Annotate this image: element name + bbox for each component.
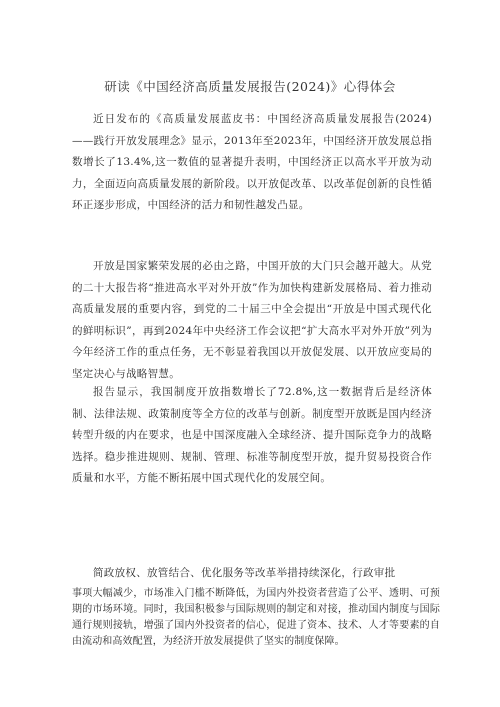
document-title: 研读《中国经济高质量发展报告(2024)》心得体会 [104, 79, 396, 94]
paragraph-2: 开放是国家繁荣发展的必由之路，中国开放的大门只会越开越大。从党的二十大报告将“推进高水平对外开放”作为加快构建新发展格局、着力推动高质量发展的重要内容，到党的二十届三中全会提出“开放是中国式现代化的鲜明标识”，再到2024年中央经济工作会议把“扩大高水平对外开放”列为今年经济工作的重点任务，无不彰显着我国以开放促发展、以开放应变局的坚定决心与战略智慧。 [72, 260, 432, 380]
paragraph-1: 近日发布的《高质量发展蓝皮书：中国经济高质量发展报告(2024)——践行开放发展理念》显示，2013年至2023年，中国经济开放发展总指数增长了13.4%,这一数值的显著提升表明，中国经济正以高水平开放为动力，全面迈向高质量发展的新阶段。以开放促改革、以改革促创新的良性循环正逐步形成，中国经济的活力和韧性越发凸显。 [72, 113, 432, 211]
paragraph-4-continuation: 事项大幅减少，市场准入门槛不断降低，为国内外投资者营造了公平、透明、可预期的市场环境。同时，我国积极参与国际规则的制定和对接，推动国内制度与国际通行规则接轨，增强了国内外投资者的信心，促进了资本、技术、人才等要素的自由流动和高效配置，为经济开放发展提供了坚实的制度保障。 [72, 588, 440, 647]
paragraph-3: 报告显示，我国制度开放指数增长了72.8%,这一数据背后是经济体制、法律法规、政策制度等全方位的改革与创新。制度型开放既是国内经济转型升级的内在要求，也是中国深度融入全球经济、提升国际竞争力的战略选择。稳步推进规则、规制、管理、标准等制度型开放，提升贸易投资合作质量和水平，方能不断拓展中国式现代化的发展空间。 [72, 386, 432, 484]
paragraph-4-start: 简政放权、放管结合、优化服务等改革举措持续深化，行政审批 [93, 567, 396, 579]
